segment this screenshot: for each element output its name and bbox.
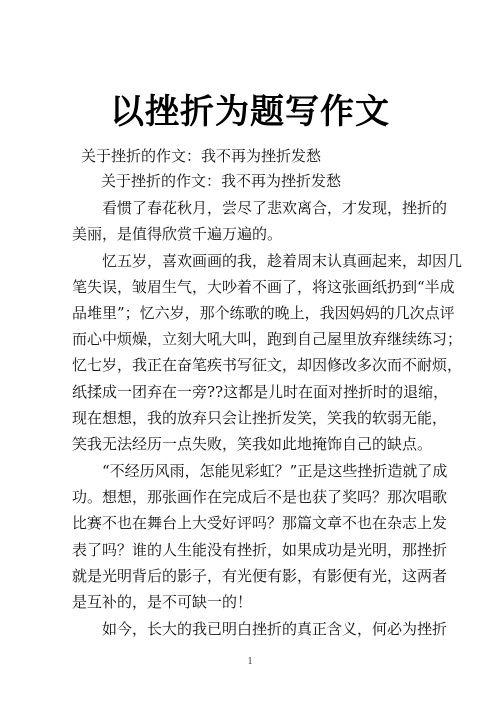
text-line: 笔失误，皱眉生气，大吵着不画了，将这张画纸扔到“半成 (72, 278, 455, 296)
text-line: 纸揉成一团弃在一旁??这都是儿时在面对挫折时的退缩， (72, 383, 449, 401)
text-line: “不经历风雨，怎能见彩虹？”正是这些挫折造就了成 (102, 462, 448, 480)
text-line: 关于挫折的作文：我不再为挫折发愁 (81, 147, 322, 165)
text-line: 忆五岁，喜欢画画的我，趁着周末认真画起来，却因几 (102, 252, 463, 270)
text-line: 表了吗？谁的人生能没有挫折，如果成功是光明，那挫折 (72, 541, 448, 559)
text-line: 关于挫折的作文：我不再为挫折发愁 (101, 172, 342, 190)
text-line: 品堆里”；忆六岁，那个练歌的晚上，我因妈妈的几次点评 (72, 304, 455, 322)
text-line: 笑我无法经历一点失败，笑我如此地掩饰自己的缺点。 (72, 435, 433, 453)
text-line: 美丽，是值得欣赏千遍万遍的。 (72, 225, 283, 243)
document-title: 以挫折为题写作文 (110, 92, 390, 132)
text-line: 就是光明背后的影子，有光便有影，有影便有光，这两者 (72, 567, 448, 585)
text-line: 现在想想，我的放弃只会让挫折发笑，笑我的软弱无能， (72, 409, 448, 427)
text-line: 比赛不也在舞台上大受好评吗？那篇文章不也在杂志上发 (72, 514, 448, 532)
text-line: 而心中烦燥，立刻大吼大叫，跑到自己屋里放弃继续练习； (72, 330, 463, 348)
text-line: 看惯了春花秋月，尝尽了悲欢离合，才发现，挫折的 (102, 199, 448, 217)
text-line: 忆七岁，我正在奋笔疾书写征文，却因修改多次而不耐烦， (72, 356, 463, 374)
page-number: 1 (247, 656, 253, 667)
text-line: 是互补的，是不可缺一的！ (72, 593, 253, 611)
text-line: 功。想想，那张画作在完成后不是也获了奖吗？那次唱歌 (72, 488, 448, 506)
text-line: 如今，长大的我已明白挫折的真正含义，何必为挫折 (102, 620, 448, 638)
